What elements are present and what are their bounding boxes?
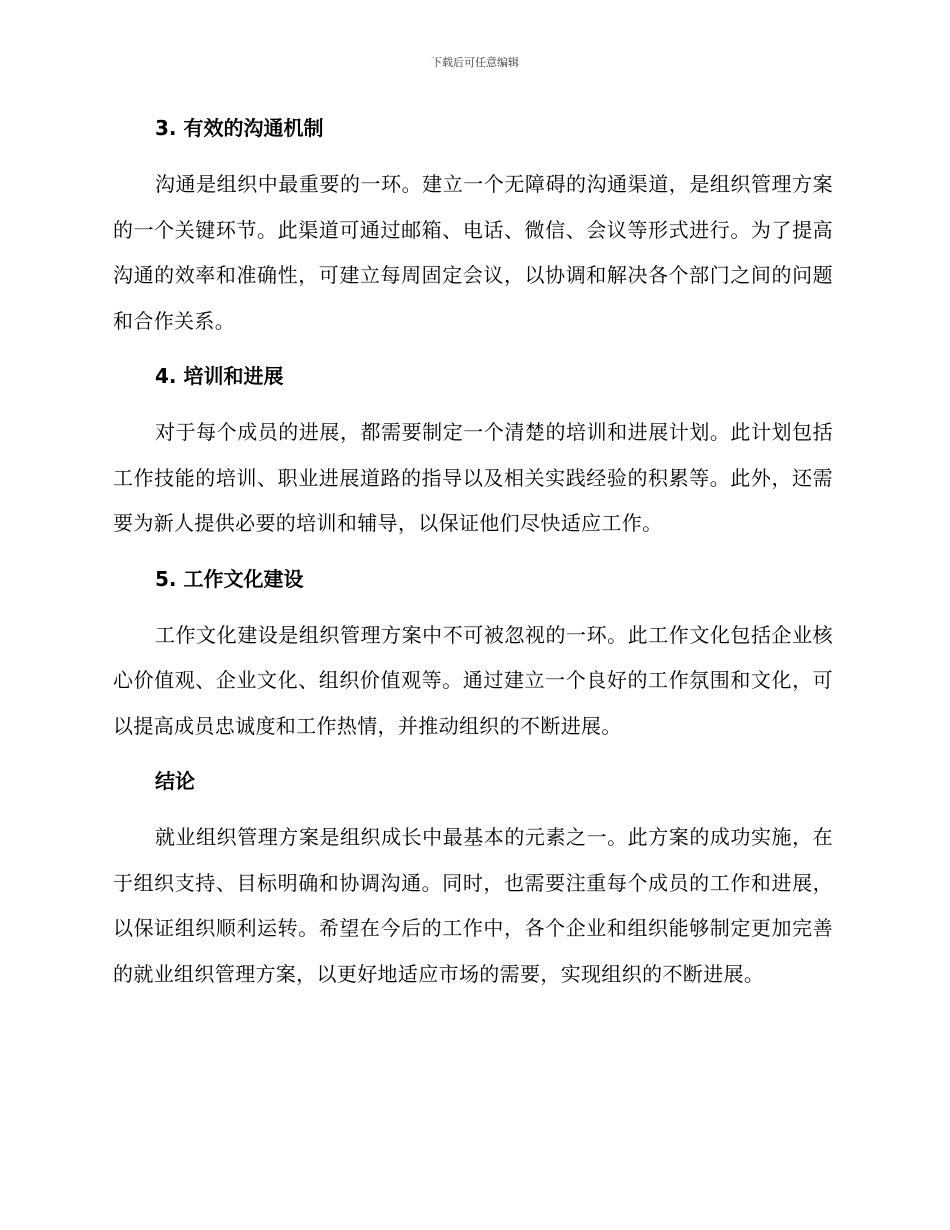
header-note: 下载后可任意编辑 xyxy=(431,56,519,69)
conclusion-paragraph: 就业组织管理方案是组织成长中最基本的元素之一。此方案的成功实施，在于组织支持、目标明确和协调沟通。同时，也需要注重每个成员的工作和进展，以保证组织顺利运转。希望在今后的工作中，各个企业和组织能够制定更加完善的就业组织管理方案，以更好地适应市场的需要，实现组织的不断进展。 xyxy=(113,825,833,986)
section-paragraph: 沟通是组织中最重要的一环。建立一个无障碍的沟通渠道，是组织管理方案的一个关键环节。此渠道可通过邮箱、电话、微信、会议等形式进行。为了提高沟通的效率和准确性，可建立每周固定会议，以协调和解决各个部门之间的问题和合作关系。 xyxy=(113,172,833,333)
document-body xyxy=(113,110,833,1011)
section-paragraph: 对于每个成员的进展，都需要制定一个清楚的培训和进展计划。此计划包括工作技能的培训、职业进展道路的指导以及相关实践经验的积累等。此外，还需要为新人提供必要的培训和辅导，以保证他们尽快适应工作。 xyxy=(113,420,833,535)
section-paragraph: 工作文化建设是组织管理方案中不可被忽视的一环。此工作文化包括企业核心价值观、企业文化、组织价值观等。通过建立一个良好的工作氛围和文化，可以提高成员忠诚度和工作热情，并推动组织的不断进展。 xyxy=(113,622,833,738)
section-heading: 4. 培训和进展 xyxy=(155,364,284,388)
section-heading: 5. 工作文化建设 xyxy=(155,566,304,591)
section-heading: 3. 有效的沟通机制 xyxy=(155,116,324,140)
conclusion-heading: 结论 xyxy=(155,769,195,793)
